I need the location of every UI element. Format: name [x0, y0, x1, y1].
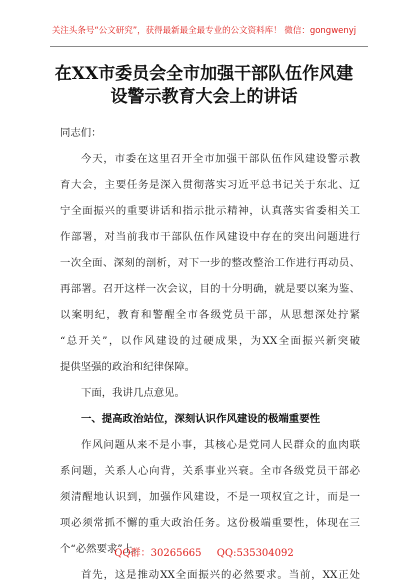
header-divider [50, 46, 368, 47]
paragraph-3-line-2: 系问题，关系人心向背，关系事业兴衰。全市各级党员干部必 [60, 465, 360, 477]
document-title-line-2: 设警示教育大会上的讲话 [110, 87, 298, 107]
paragraph-1-line-3: 宁全面振兴的重要讲话和指示批示精神，认真落实省委相关工 [60, 205, 360, 217]
section-heading-1: 一、提高政治站位，深刻认识作风建设的极端重要性 [81, 413, 320, 425]
paragraph-2: 下面，我讲几点意见。 [81, 387, 185, 399]
paragraph-1-line-6: 再部署。召开这样一次会议，目的十分明确，就是要以案为鉴、 [60, 283, 360, 295]
paragraph-4-line-1: 首先，这是推动XX全面振兴的必然要求。当前，XX正处 [81, 569, 360, 581]
header-banner: 关注头条号“公文研究”，获得最新最全最专业的公文资料库！ 微信：gongwenyj [51, 26, 357, 36]
paragraph-1-line-5: 一次全面、深刻的剖析，对下一步的整改整治工作进行再动员、 [60, 257, 360, 269]
paragraph-1-line-7: 以案明纪，教育和警醒全市各级党员干部，从思想深处拧紧 [60, 309, 360, 321]
paragraph-1-line-1: 今天，市委在这里召开全市加强干部队伍作风建设警示教 [81, 153, 360, 165]
paragraph-1-line-9: 提供坚强的政治和纪律保障。 [60, 361, 196, 373]
paragraph-3-line-5: 个“必然要求”上。 [60, 543, 144, 555]
footer-contact [0, 544, 408, 559]
paragraph-1-line-4: 作部署，对当前我市干部队伍作风建设中存在的突出问题进行 [60, 231, 360, 243]
document-title-line-1: 在XX市委员会全市加强干部队伍作风建 [54, 64, 354, 84]
footer-qq: QQ:535304092 [216, 548, 294, 559]
paragraph-3-line-1: 作风问题从来不是小事，其核心是党同人民群众的血肉联 [81, 439, 360, 451]
paragraph-3-line-4: 项必须常抓不懈的重大政治任务。这份极端重要性，体现在三 [60, 517, 360, 529]
paragraph-1-line-8: “总开关”，以作风建设的过硬成果，为XX全面振兴新突破 [60, 335, 360, 347]
paragraph-3-line-3: 须清醒地认识到，加强作风建设，不是一项权宜之计，而是一 [60, 491, 360, 503]
footer-qq-group: QQ群：30265665 [114, 548, 202, 559]
salutation: 同志们： [60, 127, 102, 139]
paragraph-1-line-2: 育大会，主要任务是深入贯彻落实习近平总书记关于东北、辽 [60, 179, 360, 191]
